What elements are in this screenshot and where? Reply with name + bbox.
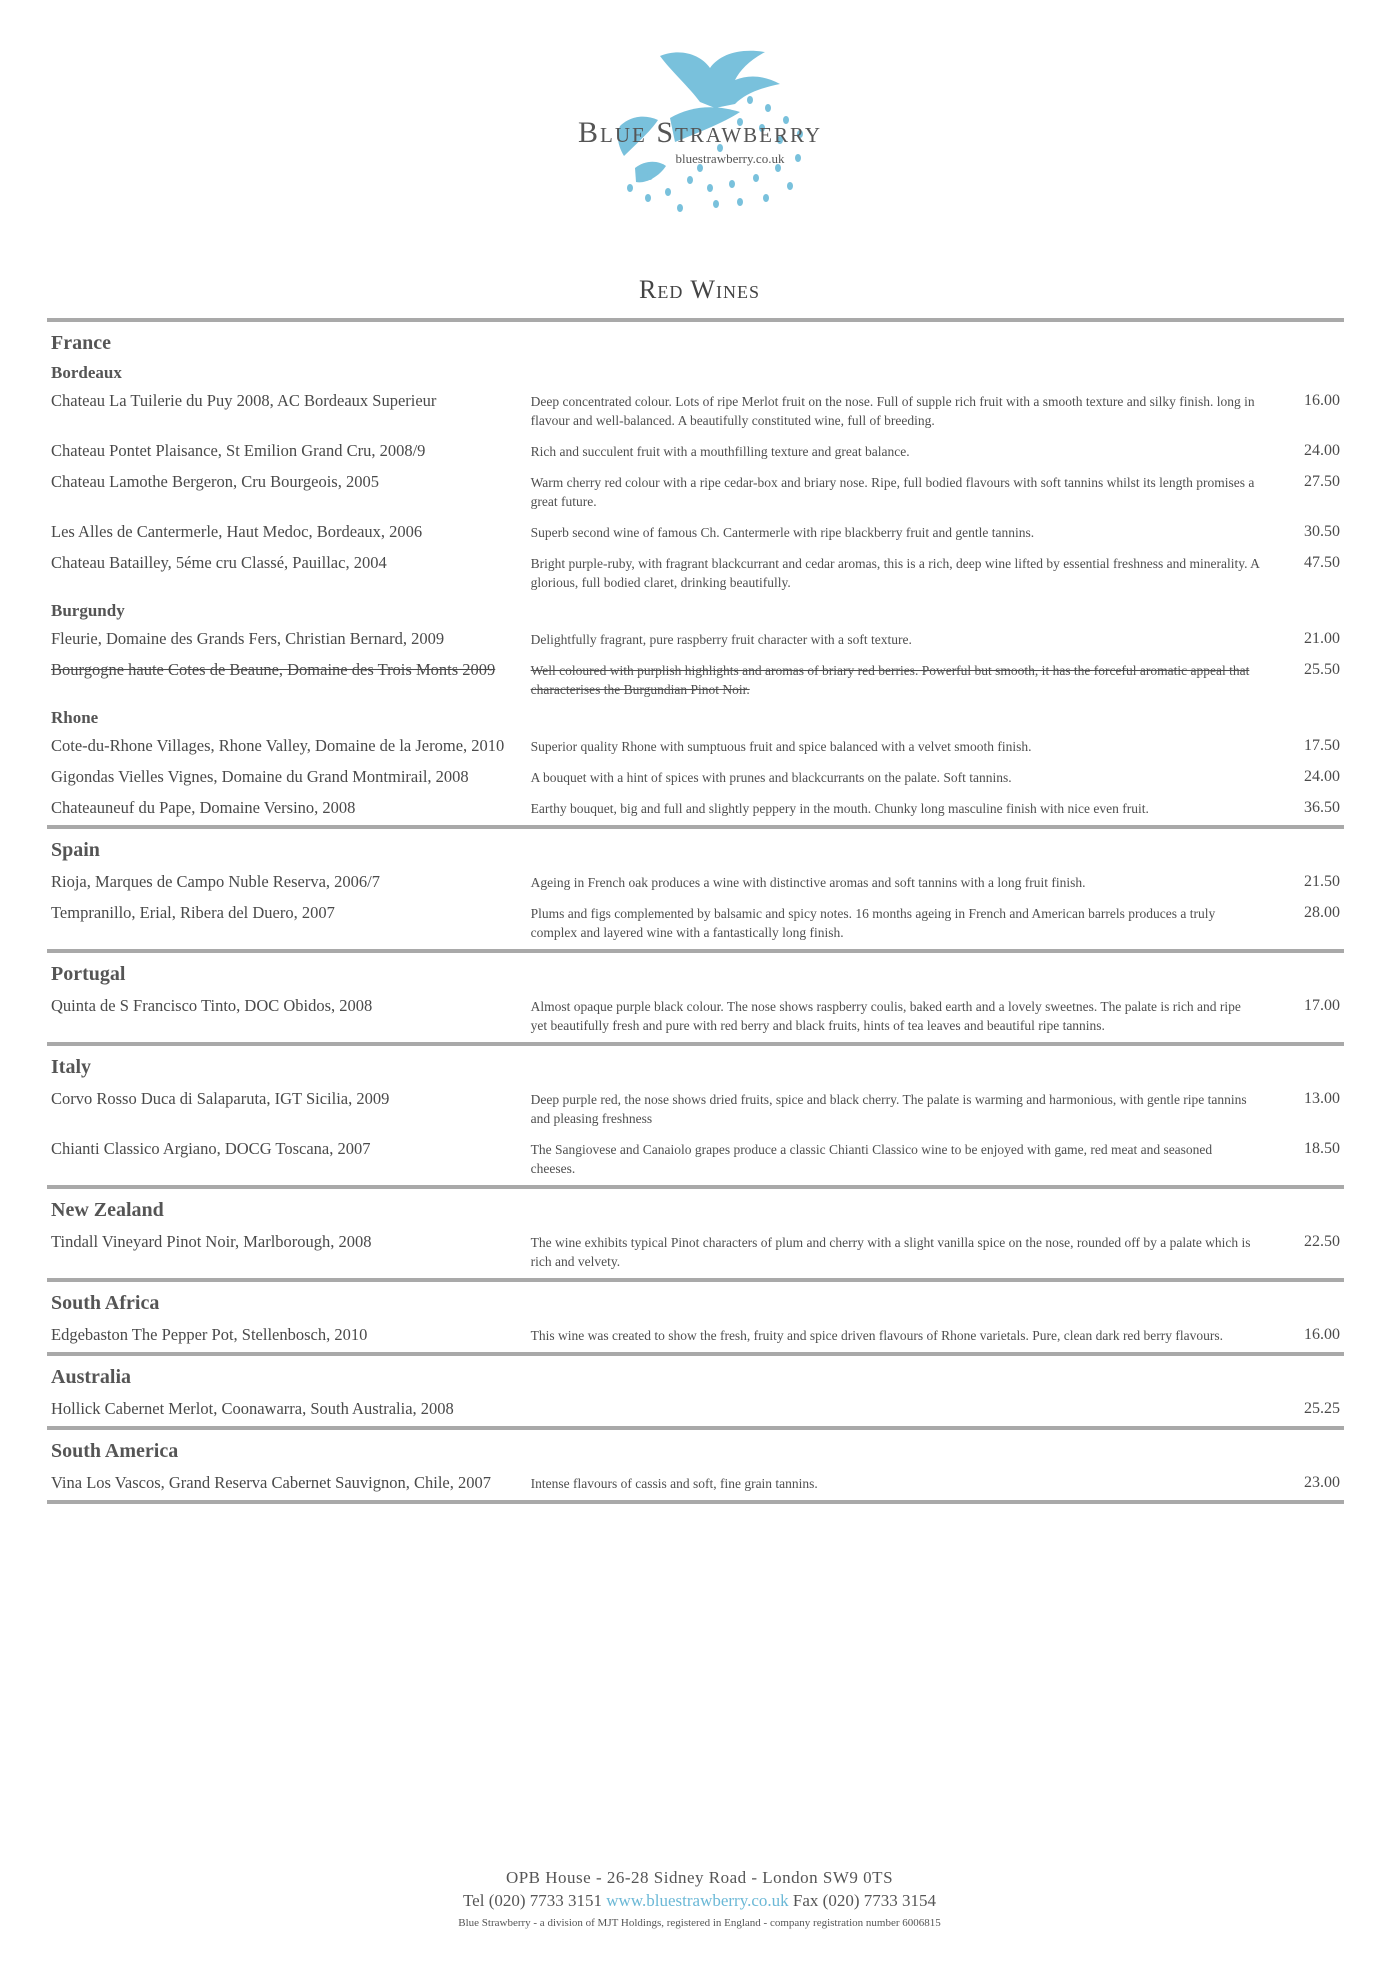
country-section	[47, 1042, 1344, 1185]
wine-name: Rioja, Marques de Campo Nuble Reserva, 2006/7	[51, 872, 381, 891]
wine-price: 18.50	[1303, 1140, 1340, 1157]
wine-name: Tempranillo, Erial, Ribera del Duero, 2007	[51, 903, 335, 922]
wine-price: 28.00	[1303, 904, 1340, 921]
wine-description: Rich and succulent fruit with a mouthfilling texture and great balance.	[530, 444, 910, 459]
region-heading: Burgundy	[51, 601, 125, 620]
wine-row	[47, 387, 1344, 437]
country-heading: Portugal	[51, 963, 126, 985]
region-heading: Bordeaux	[51, 363, 122, 382]
wine-name: Cote-du-Rhone Villages, Rhone Valley, Domaine de la Jerome, 2010	[51, 736, 505, 755]
wine-name: Chateauneuf du Pape, Domaine Versino, 2008	[51, 798, 356, 817]
wine-price: 13.00	[1303, 1090, 1340, 1107]
wine-name: Chateau La Tuilerie du Puy 2008, AC Bordeaux Superieur	[51, 391, 437, 410]
wine-row	[47, 868, 1344, 899]
wine-description: A bouquet with a hint of spices with prunes and blackcurrants on the palate. Soft tannins.	[530, 770, 1012, 785]
wine-description: Deep concentrated colour. Lots of ripe Merlot fruit on the nose. Full of supple rich fruit with a smooth texture and silky finish. long in flavour and well-balanced. A beautifully constituted wine, full of breeding.	[530, 394, 1255, 428]
wine-price: 17.00	[1303, 997, 1340, 1014]
wine-row	[47, 732, 1344, 763]
wine-description: Ageing in French oak produces a wine with distinctive aromas and soft tannins with a long fruit finish.	[530, 875, 1086, 890]
wine-name: Vina Los Vascos, Grand Reserva Cabernet Sauvignon, Chile, 2007	[51, 1473, 491, 1492]
wine-price: 25.25	[1303, 1400, 1340, 1417]
wine-name: Tindall Vineyard Pinot Noir, Marlborough, 2008	[51, 1232, 372, 1251]
footer-fax: Fax (020) 7733 3154	[792, 1891, 936, 1910]
brand-logo	[540, 48, 860, 218]
wine-name: Corvo Rosso Duca di Salaparuta, IGT Sicilia, 2009	[51, 1089, 390, 1108]
wine-price: 23.00	[1303, 1474, 1340, 1491]
wine-row	[47, 549, 1344, 599]
footer	[0, 1868, 1399, 1929]
wine-row	[47, 1228, 1344, 1278]
wine-description: Delightfully fragrant, pure raspberry fruit character with a soft texture.	[530, 632, 912, 647]
wine-description: Intense flavours of cassis and soft, fine grain tannins.	[530, 1476, 818, 1491]
wine-price: 24.00	[1303, 768, 1340, 785]
footer-website-link[interactable]: www.bluestrawberry.co.uk	[606, 1891, 789, 1910]
wine-price: 16.00	[1303, 392, 1340, 409]
wine-description: Plums and figs complemented by balsamic and spicy notes. 16 months ageing in French and American barrels produces a truly complex and layered wine with a fantastically long finish.	[530, 906, 1216, 940]
country-section	[47, 825, 1344, 949]
country-section	[47, 1185, 1344, 1278]
wine-name: Quinta de S Francisco Tinto, DOC Obidos, 2008	[51, 996, 373, 1015]
wine-price: 17.50	[1303, 737, 1340, 754]
country-heading: New Zealand	[51, 1199, 164, 1221]
footer-address: OPB House - 26-28 Sidney Road - London SW9 0TS	[505, 1868, 894, 1887]
wine-price: 16.00	[1303, 1326, 1340, 1343]
brand-url: bluestrawberry.co.uk	[675, 151, 785, 166]
wine-name: Edgebaston The Pepper Pot, Stellenbosch, 2010	[51, 1325, 368, 1344]
wine-description: Superior quality Rhone with sumptuous fruit and spice balanced with a velvet smooth finish.	[530, 739, 1032, 754]
wine-row	[47, 794, 1344, 825]
wine-row	[47, 625, 1344, 656]
wine-description: Superb second wine of famous Ch. Cantermerle with ripe blackberry fruit and gentle tannins.	[530, 525, 1035, 540]
wine-description: Earthy bouquet, big and full and slightly peppery in the mouth. Chunky long masculine finish with nice even fruit.	[530, 801, 1149, 816]
wine-row	[47, 1469, 1344, 1500]
footer-tel: Tel (020) 7733 3151	[462, 1891, 603, 1910]
wine-price: 30.50	[1303, 523, 1340, 540]
wine-name: Chateau Pontet Plaisance, St Emilion Grand Cru, 2008/9	[51, 441, 426, 460]
wine-price: 36.50	[1303, 799, 1340, 816]
region-heading: Rhone	[51, 708, 99, 727]
footer-legal: Blue Strawberry - a division of MJT Holdings, registered in England - company registration number 6006815	[458, 1917, 941, 1929]
wine-name: Chateau Batailley, 5éme cru Classé, Pauillac, 2004	[51, 553, 387, 572]
wine-price: 24.00	[1303, 442, 1340, 459]
country-section	[47, 318, 1344, 825]
wine-row	[47, 437, 1344, 468]
wine-row	[47, 468, 1344, 518]
wine-description: Well coloured with purplish highlights and aromas of briary red berries. Powerful but smooth, it has the forceful aromatic appeal that characterises the Burgundian Pinot Noir.	[530, 663, 1250, 697]
country-section	[47, 1352, 1344, 1426]
wine-price: 21.00	[1303, 630, 1340, 647]
country-heading: South Africa	[51, 1292, 160, 1314]
wine-row	[47, 518, 1344, 549]
country-heading: France	[51, 332, 111, 354]
wine-description: The wine exhibits typical Pinot characters of plum and cherry with a slight vanilla spice on the nose, rounded off by a palate which is rich and velvety.	[530, 1235, 1251, 1269]
wine-description: This wine was created to show the fresh, fruity and spice driven flavours of Rhone varietals. Pure, clean dark red berry flavours.	[530, 1328, 1224, 1343]
wine-description: The Sangiovese and Canaiolo grapes produce a classic Chianti Classico wine to be enjoyed with game, red meat and seasoned cheeses.	[530, 1142, 1213, 1176]
wine-description	[529, 1398, 1260, 1400]
wine-row	[47, 1395, 1344, 1426]
wine-name: Fleurie, Domaine des Grands Fers, Christian Bernard, 2009	[51, 629, 445, 648]
country-heading: South America	[51, 1440, 179, 1462]
wine-name: Bourgogne haute Cotes de Beaune, Domaine des Trois Monts 2009	[51, 660, 496, 679]
wine-row	[47, 1135, 1344, 1185]
wine-list	[47, 318, 1344, 1504]
country-section	[47, 949, 1344, 1042]
wine-price: 25.50	[1303, 661, 1340, 678]
wine-name: Hollick Cabernet Merlot, Coonawarra, South Australia, 2008	[51, 1399, 454, 1418]
brand-name: Blue Strawberry	[577, 116, 822, 149]
country-section	[47, 1278, 1344, 1352]
wine-description: Deep purple red, the nose shows dried fruits, spice and black cherry. The palate is warming and harmonious, with gentle ripe tannins and pleasing freshness	[530, 1092, 1247, 1126]
wine-row	[47, 992, 1344, 1042]
wine-name: Chateau Lamothe Bergeron, Cru Bourgeois, 2005	[51, 472, 379, 491]
wine-name: Gigondas Vielles Vignes, Domaine du Grand Montmirail, 2008	[51, 767, 469, 786]
wine-description: Warm cherry red colour with a ripe cedar-box and briary nose. Ripe, full bodied flavours with soft tannins whilst its length promises a great future.	[530, 475, 1255, 509]
wine-row	[47, 763, 1344, 794]
wine-description: Almost opaque purple black colour. The nose shows raspberry coulis, baked earth and a lovely sweetnes. The palate is rich and ripe yet beautifully fresh and pure with red berry and black fruits, hints of tea leaves and beautiful ripe tannins.	[530, 999, 1241, 1033]
wine-row	[47, 656, 1344, 706]
country-heading: Australia	[51, 1366, 131, 1388]
wine-price: 21.50	[1303, 873, 1340, 890]
footer-contact	[0, 1891, 1399, 1911]
wine-description: Bright purple-ruby, with fragrant blackcurrant and cedar aromas, this is a rich, deep wine lifted by essential freshness and minerality. A glorious, full bodied claret, drinking beautifully.	[530, 556, 1260, 590]
wine-name: Les Alles de Cantermerle, Haut Medoc, Bordeaux, 2006	[51, 522, 423, 541]
wine-row	[47, 1321, 1344, 1352]
country-section	[47, 1426, 1344, 1504]
wine-name: Chianti Classico Argiano, DOCG Toscana, 2007	[51, 1139, 371, 1158]
wine-price: 22.50	[1303, 1233, 1340, 1250]
wine-row	[47, 899, 1344, 949]
wine-price: 47.50	[1303, 554, 1340, 571]
country-heading: Italy	[51, 1056, 91, 1078]
wine-price: 27.50	[1303, 473, 1340, 490]
country-heading: Spain	[51, 839, 100, 861]
page-title: Red Wines	[639, 275, 760, 304]
wine-row	[47, 1085, 1344, 1135]
